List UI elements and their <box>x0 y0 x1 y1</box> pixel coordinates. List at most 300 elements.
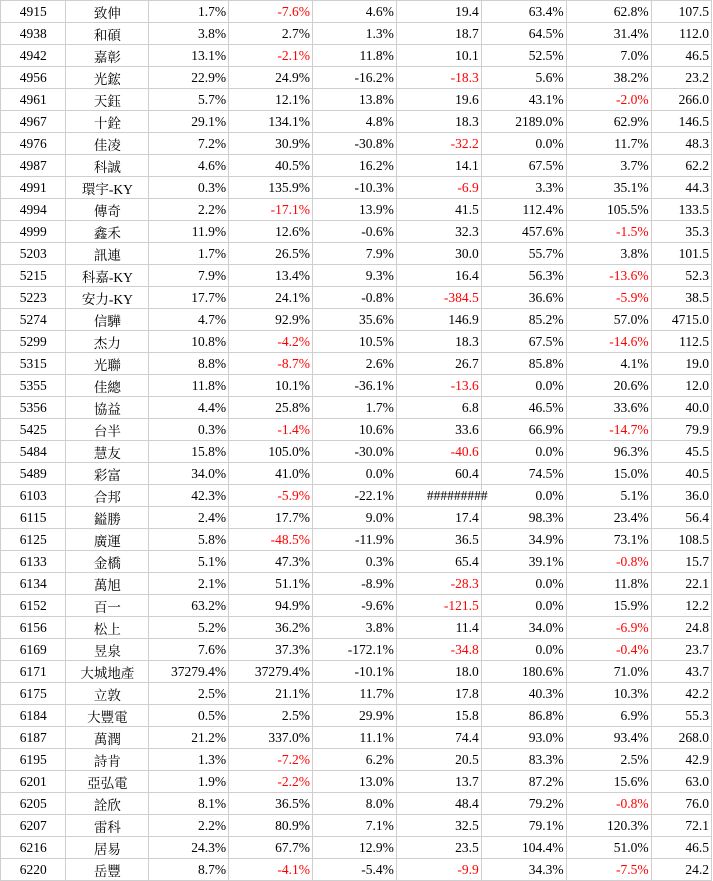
col-9-cell: 23.2 <box>651 67 711 89</box>
col-6-cell: 36.5 <box>396 529 481 551</box>
col-3-cell: 5.1% <box>149 551 229 573</box>
col-8-cell: 6.9% <box>566 705 651 727</box>
stock-code-cell: 6152 <box>1 595 66 617</box>
col-6-cell: -384.5 <box>396 287 481 309</box>
col-5-cell: -22.1% <box>312 485 396 507</box>
col-7-cell: 46.5% <box>481 397 566 419</box>
col-6-cell: 23.5 <box>396 837 481 859</box>
table-row <box>1 771 712 793</box>
col-4-cell: -1.4% <box>229 419 313 441</box>
col-7-cell: 79.1% <box>481 815 566 837</box>
col-6-cell: 11.4 <box>396 617 481 639</box>
col-8-cell: -1.5% <box>566 221 651 243</box>
stock-name-cell: 安力-KY <box>66 287 149 309</box>
col-5-cell: -8.9% <box>312 573 396 595</box>
col-7-cell: 0.0% <box>481 375 566 397</box>
col-5-cell: 6.2% <box>312 749 396 771</box>
stock-name-cell: 居易 <box>66 837 149 859</box>
col-3-cell: 24.3% <box>149 837 229 859</box>
col-8-cell: -0.8% <box>566 551 651 573</box>
col-3-cell: 29.1% <box>149 111 229 133</box>
col-9-cell: 35.3 <box>651 221 711 243</box>
col-3-cell: 0.5% <box>149 705 229 727</box>
col-3-cell: 8.7% <box>149 859 229 881</box>
table-row <box>1 1 712 23</box>
stock-code-cell: 6169 <box>1 639 66 661</box>
col-3-cell: 34.0% <box>149 463 229 485</box>
col-7-cell: 0.0% <box>481 573 566 595</box>
col-7-cell: 0.0% <box>481 485 566 507</box>
col-6-cell: 16.4 <box>396 265 481 287</box>
stock-name-cell: 佳總 <box>66 375 149 397</box>
col-6-cell: 17.4 <box>396 507 481 529</box>
col-3-cell: 4.4% <box>149 397 229 419</box>
col-6-cell: 30.0 <box>396 243 481 265</box>
col-3-cell: 1.7% <box>149 1 229 23</box>
stock-name-cell: 雷科 <box>66 815 149 837</box>
stock-code-cell: 4991 <box>1 177 66 199</box>
stock-code-cell: 6175 <box>1 683 66 705</box>
col-3-cell: 4.7% <box>149 309 229 331</box>
col-9-cell: 146.5 <box>651 111 711 133</box>
col-4-cell: 13.4% <box>229 265 313 287</box>
table-row <box>1 331 712 353</box>
col-7-cell: 457.6% <box>481 221 566 243</box>
col-7-cell: 98.3% <box>481 507 566 529</box>
col-8-cell: 62.9% <box>566 111 651 133</box>
col-5-cell: -0.8% <box>312 287 396 309</box>
col-8-cell: 93.4% <box>566 727 651 749</box>
col-3-cell: 37279.4% <box>149 661 229 683</box>
col-5-cell: -9.6% <box>312 595 396 617</box>
col-3-cell: 2.2% <box>149 199 229 221</box>
col-4-cell: 134.1% <box>229 111 313 133</box>
col-9-cell: 101.5 <box>651 243 711 265</box>
col-5-cell: 11.8% <box>312 45 396 67</box>
col-9-cell: 38.5 <box>651 287 711 309</box>
stock-code-cell: 6115 <box>1 507 66 529</box>
col-5-cell: -0.6% <box>312 221 396 243</box>
col-6-cell: 10.1 <box>396 45 481 67</box>
stock-name-cell: 傳奇 <box>66 199 149 221</box>
col-8-cell: 35.1% <box>566 177 651 199</box>
col-7-cell: 64.5% <box>481 23 566 45</box>
col-8-cell: 11.8% <box>566 573 651 595</box>
stock-code-cell: 4999 <box>1 221 66 243</box>
col-4-cell: -48.5% <box>229 529 313 551</box>
col-3-cell: 7.6% <box>149 639 229 661</box>
stock-code-cell: 4915 <box>1 1 66 23</box>
col-8-cell: 7.0% <box>566 45 651 67</box>
stock-name-cell: 合邦 <box>66 485 149 507</box>
stock-code-cell: 6187 <box>1 727 66 749</box>
col-7-cell: 83.3% <box>481 749 566 771</box>
table-row <box>1 837 712 859</box>
col-9-cell: 107.5 <box>651 1 711 23</box>
col-7-cell: 52.5% <box>481 45 566 67</box>
col-9-cell: 46.5 <box>651 45 711 67</box>
stock-code-cell: 4961 <box>1 89 66 111</box>
stock-name-cell: 訊連 <box>66 243 149 265</box>
col-9-cell: 268.0 <box>651 727 711 749</box>
table-row <box>1 793 712 815</box>
col-9-cell: 266.0 <box>651 89 711 111</box>
stock-code-cell: 4956 <box>1 67 66 89</box>
col-3-cell: 22.9% <box>149 67 229 89</box>
stock-code-cell: 6195 <box>1 749 66 771</box>
col-7-cell: 87.2% <box>481 771 566 793</box>
col-7-cell: 0.0% <box>481 639 566 661</box>
col-7-cell: 74.5% <box>481 463 566 485</box>
table-row <box>1 155 712 177</box>
stock-name-cell: 科誠 <box>66 155 149 177</box>
table-row <box>1 727 712 749</box>
col-8-cell: 4.1% <box>566 353 651 375</box>
table-row <box>1 265 712 287</box>
stock-name-cell: 環宇-KY <box>66 177 149 199</box>
stock-code-cell: 4994 <box>1 199 66 221</box>
stock-name-cell: 光聯 <box>66 353 149 375</box>
stock-name-cell: 大城地產 <box>66 661 149 683</box>
col-9-cell: 112.5 <box>651 331 711 353</box>
stock-code-cell: 6133 <box>1 551 66 573</box>
stock-name-cell: 致伸 <box>66 1 149 23</box>
col-6-cell: 18.7 <box>396 23 481 45</box>
col-6-cell: 60.4 <box>396 463 481 485</box>
col-4-cell: -17.1% <box>229 199 313 221</box>
col-8-cell: 71.0% <box>566 661 651 683</box>
stock-code-cell: 4987 <box>1 155 66 177</box>
col-5-cell: 11.1% <box>312 727 396 749</box>
col-3-cell: 63.2% <box>149 595 229 617</box>
stock-name-cell: 信驊 <box>66 309 149 331</box>
col-5-cell: 2.6% <box>312 353 396 375</box>
col-6-cell: 18.3 <box>396 111 481 133</box>
col-9-cell: 76.0 <box>651 793 711 815</box>
col-9-cell: 45.5 <box>651 441 711 463</box>
col-8-cell: 120.3% <box>566 815 651 837</box>
table-row <box>1 441 712 463</box>
col-9-cell: 62.2 <box>651 155 711 177</box>
col-6-cell: 65.4 <box>396 551 481 573</box>
col-5-cell: 0.0% <box>312 463 396 485</box>
col-4-cell: 36.5% <box>229 793 313 815</box>
col-5-cell: 1.7% <box>312 397 396 419</box>
col-4-cell: 12.6% <box>229 221 313 243</box>
table-row <box>1 375 712 397</box>
stock-code-cell: 4967 <box>1 111 66 133</box>
col-5-cell: 0.3% <box>312 551 396 573</box>
col-9-cell: 46.5 <box>651 837 711 859</box>
stock-name-cell: 百一 <box>66 595 149 617</box>
col-9-cell: 43.7 <box>651 661 711 683</box>
col-4-cell: 2.7% <box>229 23 313 45</box>
col-5-cell: 3.8% <box>312 617 396 639</box>
col-6-cell: -6.9 <box>396 177 481 199</box>
col-3-cell: 5.2% <box>149 617 229 639</box>
stock-code-cell: 6184 <box>1 705 66 727</box>
col-6-cell: 32.5 <box>396 815 481 837</box>
col-3-cell: 11.8% <box>149 375 229 397</box>
col-4-cell: -7.2% <box>229 749 313 771</box>
stock-name-cell: 立敦 <box>66 683 149 705</box>
col-3-cell: 13.1% <box>149 45 229 67</box>
col-7-cell: 112.4% <box>481 199 566 221</box>
col-4-cell: 24.9% <box>229 67 313 89</box>
stock-code-cell: 5484 <box>1 441 66 463</box>
col-6-cell: -32.2 <box>396 133 481 155</box>
col-7-cell: 93.0% <box>481 727 566 749</box>
col-4-cell: 67.7% <box>229 837 313 859</box>
col-3-cell: 5.8% <box>149 529 229 551</box>
col-8-cell: -0.4% <box>566 639 651 661</box>
col-9-cell: 42.9 <box>651 749 711 771</box>
stock-code-cell: 4976 <box>1 133 66 155</box>
col-9-cell: 56.4 <box>651 507 711 529</box>
col-6-cell: 146.9 <box>396 309 481 331</box>
col-4-cell: 51.1% <box>229 573 313 595</box>
stock-name-cell: 嘉彰 <box>66 45 149 67</box>
col-9-cell: 23.7 <box>651 639 711 661</box>
col-7-cell: 67.5% <box>481 331 566 353</box>
stock-code-cell: 6134 <box>1 573 66 595</box>
table-row <box>1 67 712 89</box>
col-4-cell: 41.0% <box>229 463 313 485</box>
col-4-cell: 37279.4% <box>229 661 313 683</box>
col-7-cell: 36.6% <box>481 287 566 309</box>
table-row <box>1 683 712 705</box>
stock-name-cell: 萬旭 <box>66 573 149 595</box>
col-6-cell: -28.3 <box>396 573 481 595</box>
col-3-cell: 11.9% <box>149 221 229 243</box>
stock-name-cell: 鎰勝 <box>66 507 149 529</box>
col-3-cell: 17.7% <box>149 287 229 309</box>
col-3-cell: 2.1% <box>149 573 229 595</box>
col-3-cell: 3.8% <box>149 23 229 45</box>
col-8-cell: 23.4% <box>566 507 651 529</box>
table-row <box>1 133 712 155</box>
col-9-cell: 22.1 <box>651 573 711 595</box>
stock-name-cell: 佳凌 <box>66 133 149 155</box>
table-row <box>1 23 712 45</box>
table-row <box>1 661 712 683</box>
col-8-cell: 20.6% <box>566 375 651 397</box>
table-row <box>1 815 712 837</box>
table-row <box>1 617 712 639</box>
col-6-cell: 13.7 <box>396 771 481 793</box>
stock-code-cell: 6171 <box>1 661 66 683</box>
col-9-cell: 72.1 <box>651 815 711 837</box>
stock-code-cell: 6201 <box>1 771 66 793</box>
col-5-cell: 8.0% <box>312 793 396 815</box>
col-4-cell: 47.3% <box>229 551 313 573</box>
col-5-cell: 4.8% <box>312 111 396 133</box>
stock-code-cell: 4938 <box>1 23 66 45</box>
table-row <box>1 485 712 507</box>
col-9-cell: 55.3 <box>651 705 711 727</box>
col-5-cell: -5.4% <box>312 859 396 881</box>
col-9-cell: 48.3 <box>651 133 711 155</box>
col-6-cell: 18.3 <box>396 331 481 353</box>
col-4-cell: 25.8% <box>229 397 313 419</box>
col-5-cell: 7.1% <box>312 815 396 837</box>
col-7-cell: 34.0% <box>481 617 566 639</box>
stock-name-cell: 鑫禾 <box>66 221 149 243</box>
col-6-cell: 19.4 <box>396 1 481 23</box>
table-row <box>1 353 712 375</box>
col-3-cell: 1.9% <box>149 771 229 793</box>
stock-code-cell: 5425 <box>1 419 66 441</box>
col-3-cell: 42.3% <box>149 485 229 507</box>
col-6-cell: 6.8 <box>396 397 481 419</box>
col-4-cell: 24.1% <box>229 287 313 309</box>
stock-name-cell: 大豐電 <box>66 705 149 727</box>
col-8-cell: 15.6% <box>566 771 651 793</box>
col-4-cell: 36.2% <box>229 617 313 639</box>
col-6-cell: 33.6 <box>396 419 481 441</box>
col-5-cell: 35.6% <box>312 309 396 331</box>
col-8-cell: 38.2% <box>566 67 651 89</box>
col-8-cell: 2.5% <box>566 749 651 771</box>
stock-name-cell: 天鈺 <box>66 89 149 111</box>
col-7-cell: 85.2% <box>481 309 566 331</box>
stock-code-cell: 5489 <box>1 463 66 485</box>
col-4-cell: 2.5% <box>229 705 313 727</box>
col-5-cell: 9.3% <box>312 265 396 287</box>
col-7-cell: 67.5% <box>481 155 566 177</box>
table-row <box>1 705 712 727</box>
table-row <box>1 397 712 419</box>
col-7-cell: 39.1% <box>481 551 566 573</box>
stock-name-cell: 和碩 <box>66 23 149 45</box>
col-9-cell: 4715.0 <box>651 309 711 331</box>
stock-name-cell: 慧友 <box>66 441 149 463</box>
col-5-cell: -10.1% <box>312 661 396 683</box>
col-5-cell: 4.6% <box>312 1 396 23</box>
col-3-cell: 0.3% <box>149 419 229 441</box>
col-4-cell: 40.5% <box>229 155 313 177</box>
col-4-cell: 17.7% <box>229 507 313 529</box>
col-8-cell: 73.1% <box>566 529 651 551</box>
col-7-cell: 0.0% <box>481 441 566 463</box>
col-9-cell: 63.0 <box>651 771 711 793</box>
col-6-cell: -18.3 <box>396 67 481 89</box>
col-9-cell: 40.5 <box>651 463 711 485</box>
col-4-cell: 10.1% <box>229 375 313 397</box>
col-8-cell: 33.6% <box>566 397 651 419</box>
col-8-cell: 15.0% <box>566 463 651 485</box>
col-4-cell: 94.9% <box>229 595 313 617</box>
table-row <box>1 639 712 661</box>
col-6-cell: 74.4 <box>396 727 481 749</box>
table-row <box>1 419 712 441</box>
col-8-cell: 51.0% <box>566 837 651 859</box>
col-9-cell: 42.2 <box>651 683 711 705</box>
col-5-cell: -11.9% <box>312 529 396 551</box>
col-4-cell: 135.9% <box>229 177 313 199</box>
col-8-cell: 3.8% <box>566 243 651 265</box>
table-row <box>1 551 712 573</box>
col-4-cell: 30.9% <box>229 133 313 155</box>
col-8-cell: -0.8% <box>566 793 651 815</box>
table-row <box>1 243 712 265</box>
col-8-cell: -13.6% <box>566 265 651 287</box>
stock-name-cell: 萬潤 <box>66 727 149 749</box>
col-8-cell: 96.3% <box>566 441 651 463</box>
col-7-cell: 34.3% <box>481 859 566 881</box>
col-9-cell: 19.0 <box>651 353 711 375</box>
col-5-cell: -30.0% <box>312 441 396 463</box>
col-7-cell: 0.0% <box>481 595 566 617</box>
col-7-cell: 104.4% <box>481 837 566 859</box>
col-8-cell: 105.5% <box>566 199 651 221</box>
col-7-cell: 63.4% <box>481 1 566 23</box>
col-9-cell: 44.3 <box>651 177 711 199</box>
col-7-cell: 2189.0% <box>481 111 566 133</box>
stock-name-cell: 亞弘電 <box>66 771 149 793</box>
col-4-cell: -5.9% <box>229 485 313 507</box>
col-4-cell: -2.2% <box>229 771 313 793</box>
col-8-cell: 10.3% <box>566 683 651 705</box>
col-4-cell: 105.0% <box>229 441 313 463</box>
stock-name-cell: 光鋐 <box>66 67 149 89</box>
col-3-cell: 7.9% <box>149 265 229 287</box>
col-5-cell: -10.3% <box>312 177 396 199</box>
col-5-cell: 1.3% <box>312 23 396 45</box>
table-row <box>1 749 712 771</box>
stock-name-cell: 十銓 <box>66 111 149 133</box>
col-7-cell: 85.8% <box>481 353 566 375</box>
table-row <box>1 287 712 309</box>
table-row <box>1 529 712 551</box>
col-9-cell: 24.2 <box>651 859 711 881</box>
col-7-cell: 3.3% <box>481 177 566 199</box>
col-5-cell: 10.6% <box>312 419 396 441</box>
col-9-cell: 12.2 <box>651 595 711 617</box>
col-4-cell: 12.1% <box>229 89 313 111</box>
stock-code-cell: 5274 <box>1 309 66 331</box>
col-8-cell: 62.8% <box>566 1 651 23</box>
col-4-cell: -7.6% <box>229 1 313 23</box>
col-5-cell: 13.0% <box>312 771 396 793</box>
col-6-cell: ######### <box>396 485 481 507</box>
col-7-cell: 180.6% <box>481 661 566 683</box>
col-3-cell: 2.2% <box>149 815 229 837</box>
stock-name-cell: 杰力 <box>66 331 149 353</box>
col-6-cell: -34.8 <box>396 639 481 661</box>
col-7-cell: 0.0% <box>481 133 566 155</box>
col-6-cell: 26.7 <box>396 353 481 375</box>
stock-code-cell: 5356 <box>1 397 66 419</box>
col-6-cell: -121.5 <box>396 595 481 617</box>
table-row <box>1 199 712 221</box>
col-7-cell: 40.3% <box>481 683 566 705</box>
stock-code-cell: 5355 <box>1 375 66 397</box>
col-6-cell: 17.8 <box>396 683 481 705</box>
col-6-cell: 19.6 <box>396 89 481 111</box>
col-9-cell: 12.0 <box>651 375 711 397</box>
col-6-cell: -40.6 <box>396 441 481 463</box>
col-5-cell: -16.2% <box>312 67 396 89</box>
col-4-cell: -4.2% <box>229 331 313 353</box>
col-7-cell: 79.2% <box>481 793 566 815</box>
stock-code-cell: 6216 <box>1 837 66 859</box>
col-5-cell: 10.5% <box>312 331 396 353</box>
col-8-cell: -14.7% <box>566 419 651 441</box>
col-6-cell: 15.8 <box>396 705 481 727</box>
stock-code-cell: 6205 <box>1 793 66 815</box>
col-4-cell: 80.9% <box>229 815 313 837</box>
